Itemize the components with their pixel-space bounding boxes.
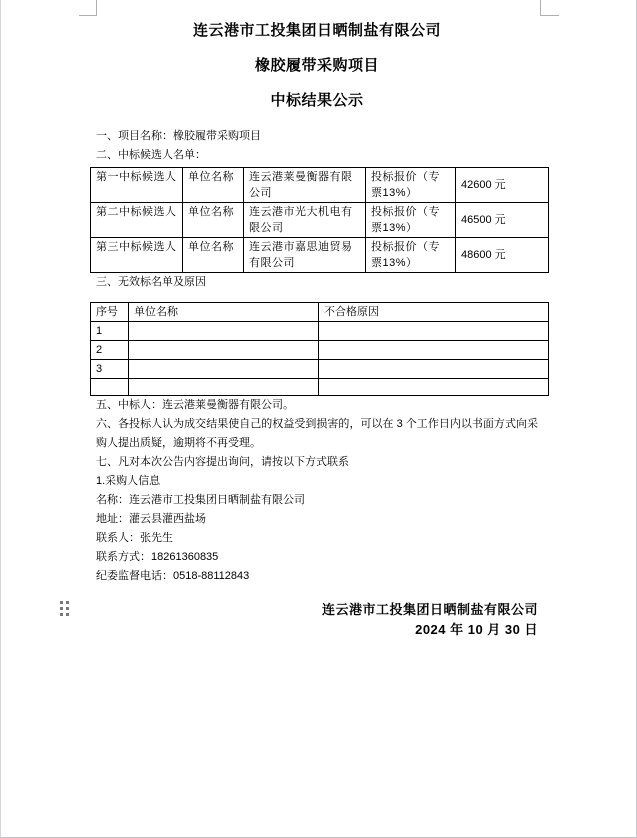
header-serial-number: 序号 <box>91 303 129 322</box>
unit-name-cell <box>129 360 319 379</box>
unit-name-cell <box>129 341 319 360</box>
reason-cell <box>319 341 549 360</box>
serial-number-cell: 2 <box>91 341 129 360</box>
candidate-rank-cell: 第二中标候选人 <box>91 203 183 238</box>
serial-number-cell: 3 <box>91 360 129 379</box>
header-unit-name: 单位名称 <box>129 303 319 322</box>
candidate-rank-cell: 第三中标候选人 <box>91 238 183 273</box>
header-disqualification-reason: 不合格原因 <box>319 303 549 322</box>
reason-cell <box>319 322 549 341</box>
price-value-cell: 48600 元 <box>456 238 549 273</box>
doc-title-project: 橡胶履带采购项目 <box>254 57 379 74</box>
invalid-table-header-row <box>91 303 549 322</box>
supervision-phone: 纪委监督电话：0518-88112843 <box>96 570 250 582</box>
signature-block <box>96 600 538 640</box>
company-name-cell: 连云港市光大机电有限公司 <box>244 203 366 238</box>
section-6-objection-notice: 六、各投标人认为成交结果使自己的权益受到损害的，可以在 3 个工作日内以书面方式向采购人提出质疑，逾期将不再受理。 <box>96 418 538 449</box>
invalid-table-row <box>91 341 549 360</box>
section-2-candidate-list-heading: 二、中标候选人名单： <box>96 149 206 161</box>
candidate-row <box>91 238 549 273</box>
buyer-info-heading: 1.采购人信息 <box>96 475 161 487</box>
buyer-address: 地址：灌云县灌西盐场 <box>96 513 206 525</box>
price-label-cell: 投标报价（专票13%） <box>366 238 456 273</box>
serial-number-cell: 1 <box>91 322 129 341</box>
candidate-row <box>91 168 549 203</box>
company-name-cell: 连云港莱曼衡器有限公司 <box>244 168 366 203</box>
section-5-winner: 五、中标人：连云港莱曼衡器有限公司。 <box>96 399 294 411</box>
document-content <box>1 0 636 640</box>
unit-name-cell <box>129 322 319 341</box>
invalid-table-row <box>91 379 549 396</box>
section-1-project-name: 一、项目名称：橡胶履带采购项目 <box>96 130 261 142</box>
buyer-name: 名称：连云港市工投集团日晒制盐有限公司 <box>96 494 305 506</box>
unit-label-cell: 单位名称 <box>183 238 244 273</box>
invalid-bids-table <box>90 302 549 396</box>
reason-cell <box>319 379 549 396</box>
buyer-phone: 联系方式：18261360835 <box>96 551 219 563</box>
candidate-rank-cell: 第一中标候选人 <box>91 168 183 203</box>
price-value-cell: 46500 元 <box>456 203 549 238</box>
buyer-contact-person: 联系人：张先生 <box>96 532 173 544</box>
candidate-row <box>91 203 549 238</box>
company-name-cell: 连云港市嘉思迪贸易有限公司 <box>244 238 366 273</box>
margin-crop-mark-right <box>540 0 559 16</box>
signature-date: 2024 年 10 月 30 日 <box>415 622 538 637</box>
price-label-cell: 投标报价（专票13%） <box>366 168 456 203</box>
price-label-cell: 投标报价（专票13%） <box>366 203 456 238</box>
unit-label-cell: 单位名称 <box>183 168 244 203</box>
doc-title-announcement: 中标结果公示 <box>270 92 364 109</box>
section-7-contact-heading: 七、凡对本次公告内容提出询问，请按以下方式联系 <box>96 456 349 468</box>
reason-cell <box>319 360 549 379</box>
drag-anchor-icon[interactable] <box>60 601 69 616</box>
margin-crop-mark-left <box>79 0 97 16</box>
price-value-cell: 42600 元 <box>456 168 549 203</box>
invalid-table-row <box>91 360 549 379</box>
invalid-table-row <box>91 322 549 341</box>
signature-company: 连云港市工投集团日晒制盐有限公司 <box>321 602 538 617</box>
serial-number-cell <box>91 379 129 396</box>
unit-name-cell <box>129 379 319 396</box>
doc-title-company: 连云港市工投集团日晒制盐有限公司 <box>192 22 441 39</box>
candidates-table <box>90 167 549 273</box>
section-3-invalid-bids-heading: 三、无效标名单及原因 <box>96 276 206 288</box>
unit-label-cell: 单位名称 <box>183 203 244 238</box>
